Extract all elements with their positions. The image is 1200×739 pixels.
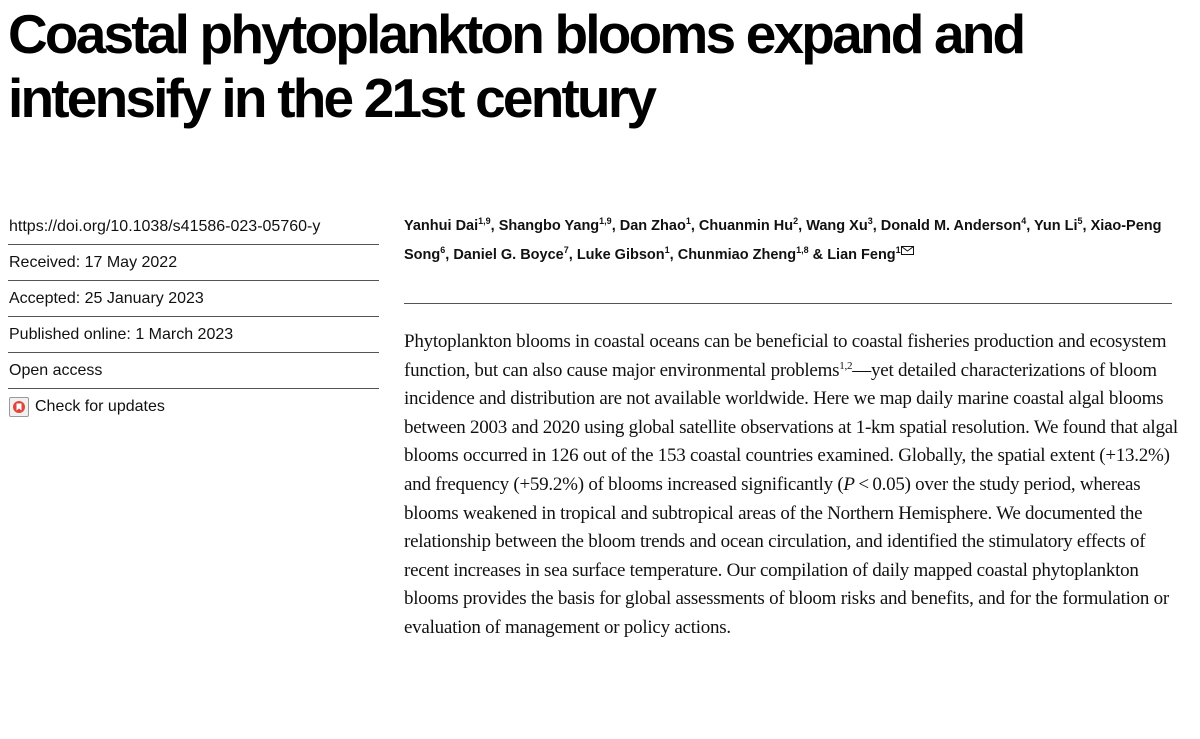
author-affiliation: 1	[895, 245, 901, 255]
author-affiliation: 1	[664, 245, 670, 255]
envelope-icon[interactable]	[901, 239, 914, 264]
title-line-1: Coastal phytoplankton blooms expand and	[8, 3, 1024, 65]
section-divider	[404, 303, 1172, 304]
author-separator: ,	[445, 247, 454, 263]
author-name-text: Donald M. Anderson	[880, 218, 1022, 234]
author-name[interactable]	[499, 218, 612, 234]
p-value-symbol: P	[843, 473, 855, 495]
check-updates-label: Check for updates	[35, 397, 165, 415]
author-name[interactable]	[827, 247, 901, 263]
author-affiliation: 1	[685, 216, 691, 226]
check-for-updates-button[interactable]	[8, 389, 379, 424]
author-name[interactable]	[404, 218, 491, 234]
author-affiliation: 1,9	[599, 216, 612, 226]
author-name-text: Daniel G. Boyce	[453, 247, 564, 263]
received-date: Received: 17 May 2022	[8, 245, 379, 281]
author-name-text: Luke Gibson	[576, 247, 665, 263]
author-name[interactable]	[620, 218, 691, 234]
author-separator: &	[808, 247, 828, 263]
abstract-text-3: < 0.05) over the study period, whereas blooms weakened in tropical and subtropical areas of the Northern Hemisphere. We documented the relationship between the bloom trends and ocean circulation, and identified the stimulatory effects of recent increases in sea surface temperature. Our compilation of daily mapped coastal phytoplankton blooms provides the basis for global assessments of bloom risks and benefits, and for the formulation or evaluation of management or policy actions.	[404, 473, 1170, 638]
author-name-text: Yanhui Dai	[404, 218, 479, 234]
author-name-text: Lian Feng	[827, 247, 896, 263]
author-affiliation: 5	[1077, 216, 1083, 226]
author-separator: ,	[669, 247, 678, 263]
author-name[interactable]	[678, 247, 809, 263]
article-metadata	[8, 209, 379, 424]
author-affiliation: 3	[867, 216, 873, 226]
author-affiliation: 4	[1021, 216, 1027, 226]
check-updates-icon	[9, 397, 29, 417]
abstract-text-2: —yet detailed characterizations of bloom incidence and distribution are not available worldwide. Here we map daily marine coastal algal blooms between 2003 and 2020 using global satellite observations at 1-km spatial resolution. We found that algal blooms occurred in 126 out of the 153 coastal countries examined. Globally, the spatial extent (+13.2%) and frequency (+59.2%) of blooms increased significantly (	[404, 359, 1178, 495]
author-name-text: Shangbo Yang	[498, 218, 600, 234]
author-affiliation: 7	[563, 245, 569, 255]
author-separator: ,	[1082, 218, 1091, 234]
author-name-text: Wang Xu	[806, 218, 868, 234]
author-separator: ,	[690, 218, 699, 234]
author-separator: ,	[568, 247, 577, 263]
author-name[interactable]	[881, 218, 1026, 234]
published-date: Published online: 1 March 2023	[8, 317, 379, 353]
author-name[interactable]	[453, 247, 568, 263]
abstract-paragraph	[404, 328, 1179, 643]
author-name-text: Dan Zhao	[619, 218, 686, 234]
open-access-label: Open access	[8, 353, 379, 389]
author-separator: ,	[611, 218, 620, 234]
doi-link[interactable]: https://doi.org/10.1038/s41586-023-05760-y	[8, 209, 379, 245]
accepted-date: Accepted: 25 January 2023	[8, 281, 379, 317]
author-affiliation: 1,9	[478, 216, 491, 226]
author-separator: ,	[490, 218, 499, 234]
author-separator: ,	[798, 218, 807, 234]
author-name-text: Xiao-Peng Song	[404, 218, 1162, 263]
author-affiliation: 2	[793, 216, 799, 226]
author-affiliation: 6	[440, 245, 446, 255]
author-affiliation: 1,8	[796, 245, 809, 255]
author-list	[404, 214, 1174, 268]
author-name[interactable]	[1034, 218, 1083, 234]
author-separator: ,	[872, 218, 881, 234]
author-separator: ,	[1026, 218, 1035, 234]
author-name-text: Chunmiao Zheng	[677, 247, 797, 263]
author-name-text: Yun Li	[1034, 218, 1078, 234]
author-name[interactable]	[806, 218, 873, 234]
title-line-2: intensify in the 21st century	[8, 67, 655, 129]
abstract-citation[interactable]: 1,2	[839, 359, 853, 372]
author-name[interactable]	[699, 218, 798, 234]
author-name-text: Chuanmin Hu	[698, 218, 794, 234]
author-name[interactable]	[577, 247, 670, 263]
article-title	[8, 2, 1193, 130]
abstract-text-1: Phytoplankton blooms in coastal oceans can be beneficial to coastal fisheries production and ecosystem function, but can also cause major environmental problems	[404, 331, 1167, 381]
